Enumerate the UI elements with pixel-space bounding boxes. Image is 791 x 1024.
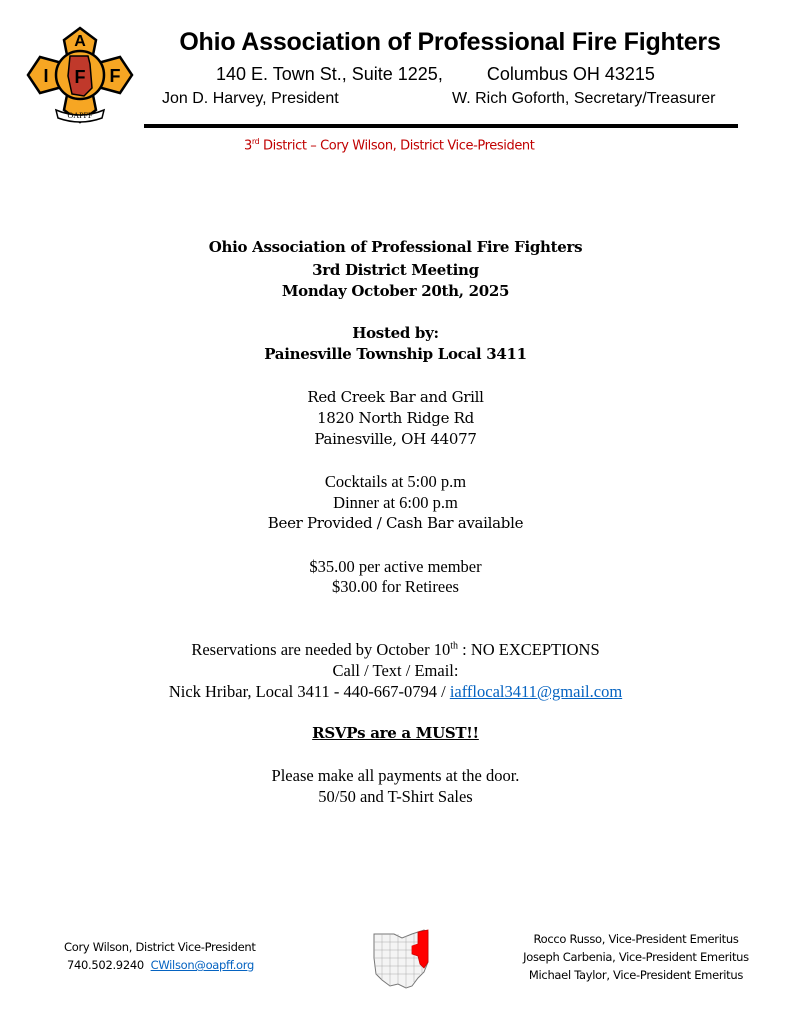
footer-phone: 740.502.9240 [67, 958, 144, 972]
reservation-sup: th [450, 640, 458, 652]
header-divider [144, 124, 738, 128]
contact-name: Nick Hribar, Local 3411 - 440-667-0794 / [168, 682, 450, 701]
org-address [216, 64, 655, 85]
secretary-name: W. Rich Goforth, Secretary/Treasurer [452, 90, 716, 107]
footer-contact-line [64, 958, 256, 972]
meeting-title-org: Ohio Association of Professional Fire Fighters [208, 238, 583, 256]
reservation-suffix: : NO EXCEPTIONS [458, 640, 600, 659]
ohio-county-map-icon [372, 928, 432, 990]
footer-emeriti [486, 932, 786, 986]
district-ordinal: 3 [244, 138, 252, 154]
contact-method: Call / Text / Email: [332, 661, 459, 680]
sales-note: 50/50 and T-Shirt Sales [318, 787, 473, 806]
price-retiree: $30.00 for Retirees [332, 577, 459, 596]
footer-contact [64, 940, 256, 972]
logo-letter-f-right: F [109, 66, 121, 86]
hosted-by-label: Hosted by: [352, 324, 439, 342]
rsvp-notice: RSVPs are a MUST!! [312, 724, 479, 742]
cocktails-time: Cocktails at 5:00 p.m [324, 472, 467, 491]
logo-banner-text: OAPFF [67, 111, 93, 120]
logo-letter-i: I [43, 66, 49, 86]
emeritus-russo: Rocco Russo, Vice-President Emeritus [533, 932, 739, 946]
beer-info: Beer Provided / Cash Bar available [267, 514, 524, 532]
footer-vp-name: Cory Wilson, District Vice-President [64, 940, 256, 954]
meeting-date: Monday October 20th, 2025 [281, 282, 510, 300]
meeting-title-district: 3rd District Meeting [312, 261, 479, 279]
venue-name: Red Creek Bar and Grill [307, 388, 484, 406]
logo-letter-f-center: F [74, 67, 86, 87]
district-ordinal-suffix: rd [251, 137, 260, 146]
address-street: 140 E. Town St., Suite 1225, [216, 64, 443, 84]
venue-street: 1820 North Ridge Rd [317, 409, 474, 427]
reservation-deadline [0, 640, 791, 660]
price-active: $35.00 per active member [309, 557, 482, 576]
host-name: Painesville Township Local 3411 [264, 345, 527, 363]
emeritus-carbenia: Joseph Carbenia, Vice-President Emeritus [523, 950, 749, 964]
contact-line [0, 682, 791, 702]
emeritus-taylor: Michael Taylor, Vice-President Emeritus [528, 968, 744, 982]
reservation-prefix: Reservations are needed by October 10 [191, 640, 451, 659]
venue-city: Painesville, OH 44077 [314, 430, 477, 448]
president-name: Jon D. Harvey, President [162, 90, 339, 107]
logo-letter-a: A [74, 33, 86, 50]
footer-email-link[interactable]: CWilson@oapff.org [150, 958, 255, 972]
dinner-time: Dinner at 6:00 p.m [333, 493, 458, 512]
iaff-logo-icon [26, 26, 134, 124]
org-title: Ohio Association of Professional Fire Fighters [179, 28, 721, 56]
district-subtitle [244, 137, 534, 153]
district-line: District – Cory Wilson, District Vice-President [259, 138, 535, 154]
address-city: Columbus OH 43215 [486, 64, 655, 84]
contact-email-link[interactable]: iafflocal3411@gmail.com [449, 682, 623, 701]
payment-note: Please make all payments at the door. [271, 766, 520, 785]
